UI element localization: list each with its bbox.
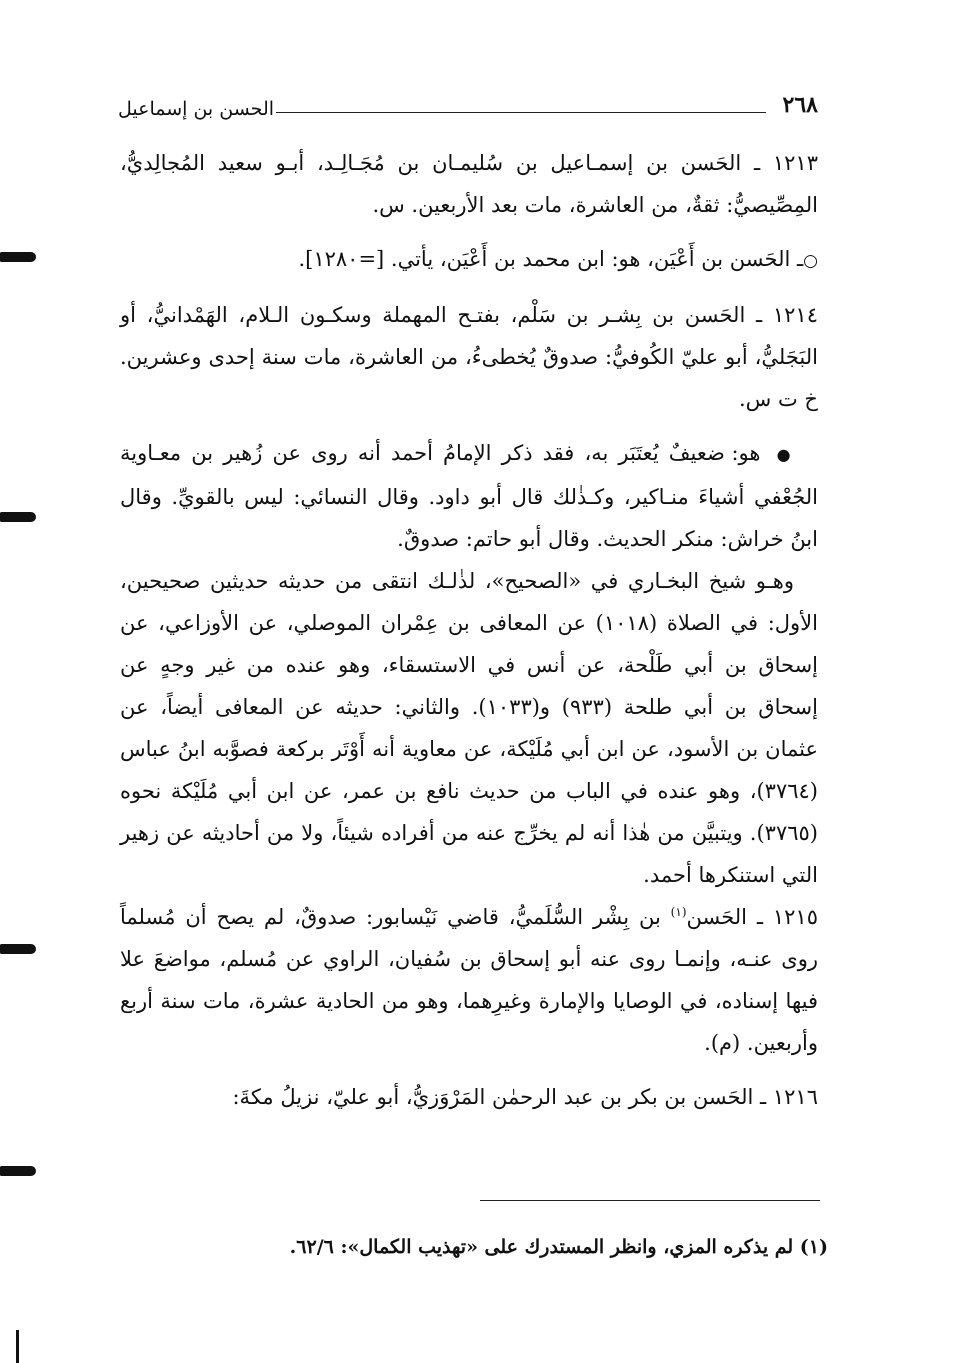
entry-1215 [120,896,818,1064]
entry-text: ١٢١٣ ـ الحَسن بن إسمـاعيل بن سُليمـان بن مُجَـالِـد، أبـو سعيد المُجالِديُّ، المِصِّيصيُّ: ثقةٌ، من العاشرة، مات بعد الأربعين. س. [120,151,818,217]
editor-note-paragraph [120,560,818,896]
note-text: هو: ضعيفٌ يُعتَبَر به، فقد ذكر الإمامُ أحمد أنه روى عن زُهير بن معـاوية الجُعْفي أشياءَ منـاكير، وكـذٰلك قال أبو داود. وقال النسائي: ليس بالقويِّ. وقال ابنُ خراش: منكر الحديث. وقال أبو حاتم: صدوقٌ. [120,441,818,551]
footnote-rule [480,1200,820,1201]
entry-cross-reference [120,238,818,282]
footnote-reference[interactable]: (١) [670,905,687,919]
entry-1213 [120,142,818,226]
entry-1216 [120,1076,818,1118]
circle-icon: ○ [803,251,818,271]
binding-mark [0,252,36,262]
entry-text: ١٢١٦ ـ الحَسن بن بكر بن عبد الرحمٰن المَرْوَزيُّ، أبو عليّ، نزيلُ مكةَ: [232,1085,818,1109]
note-text: وهـو شيخ البخـاري في «الصحيح»، لذٰلـك انتقى من حديثه حديثين صحيحين، الأول: في الصلاة (١٠١٨) عن المعافى بن عِمْران الموصلي، عن الأوزاعي، عن إسحاق بن أبي طَلْحة، عن أنس في الاستسقاء، وهو عنده من غير وجهٍ عن إسحاق بن أبي طلحة (٩٣٣) و(١٠٣٣). والثاني: حديثه عن المعافى أيضاً، عن عثمان بن الأسود، عن ابن أبي مُلَيْكة، عن معاوية أنه أَوْتَر بركعة فصوَّبه ابنُ عباس (٣٧٦٤)، وهو عنده في الباب من حديث نافع بن عمر، عن ابن أبي مُلَيْكة نحوه (٣٧٦٥). ويتبيَّن من هٰذا أنه لم يخرِّج عنه من أفراده شيئاً، ولا من أحاديثه عن زهير التي استنكرها أحمد. [120,569,818,887]
footnote-text: (١) لم يذكره المزي، وانظر المستدرك على «تهذيب الكمال»: ٦٢/٦. [289,1236,828,1258]
header-rule [276,112,766,113]
editor-note-paragraph [120,432,818,560]
entry-text: بن بِشْر السُّلَميُّ، قاضي نَيْسابور: صدوقٌ، لم يصح أن مُسلماً روى عنـه، وإنمـا روى عنه أبو إسحاق بن سُفيان، الراوي عن مُسلم، مواضعَ علا فيها إسناده، في الوصايا والإمارة وغيرِهما، وهو من الحادية عشرة، مات سنة أربع وأربعين. (م). [120,905,818,1055]
page-number: ٢٦٨ [782,92,818,118]
running-title: الحسن بن إسماعيل [118,98,275,120]
binding-mark [0,944,36,954]
entry-text: الحَسن بن أَعْيَن، هو: ابن محمد بن أَعْيَن، يأتي. [=١٢٨٠]. [298,247,791,271]
main-text [120,142,818,1130]
page-header [118,92,818,126]
entry-number: ١٢١٥ ـ الحَسن [686,905,818,929]
binding-mark [0,512,36,522]
footnote [120,1236,828,1258]
entry-1214 [120,294,818,420]
entry-text: ١٢١٤ ـ الحَسن بن بِشـر بن سَلْم، بفتـح المهملة وسكـون الـلام، الهَمْدانيُّ، أو البَجَليُّ، أبو عليّ الكُوفيُّ: صدوقٌ يُخطىءُ، من العاشرة، مات سنة إحدى وعشرين. خ ت س. [120,303,818,411]
binding-mark [0,1166,36,1176]
bullet-icon: ● [776,445,794,464]
edge-mark [16,1330,19,1363]
entry-marker: ـ [797,247,804,271]
